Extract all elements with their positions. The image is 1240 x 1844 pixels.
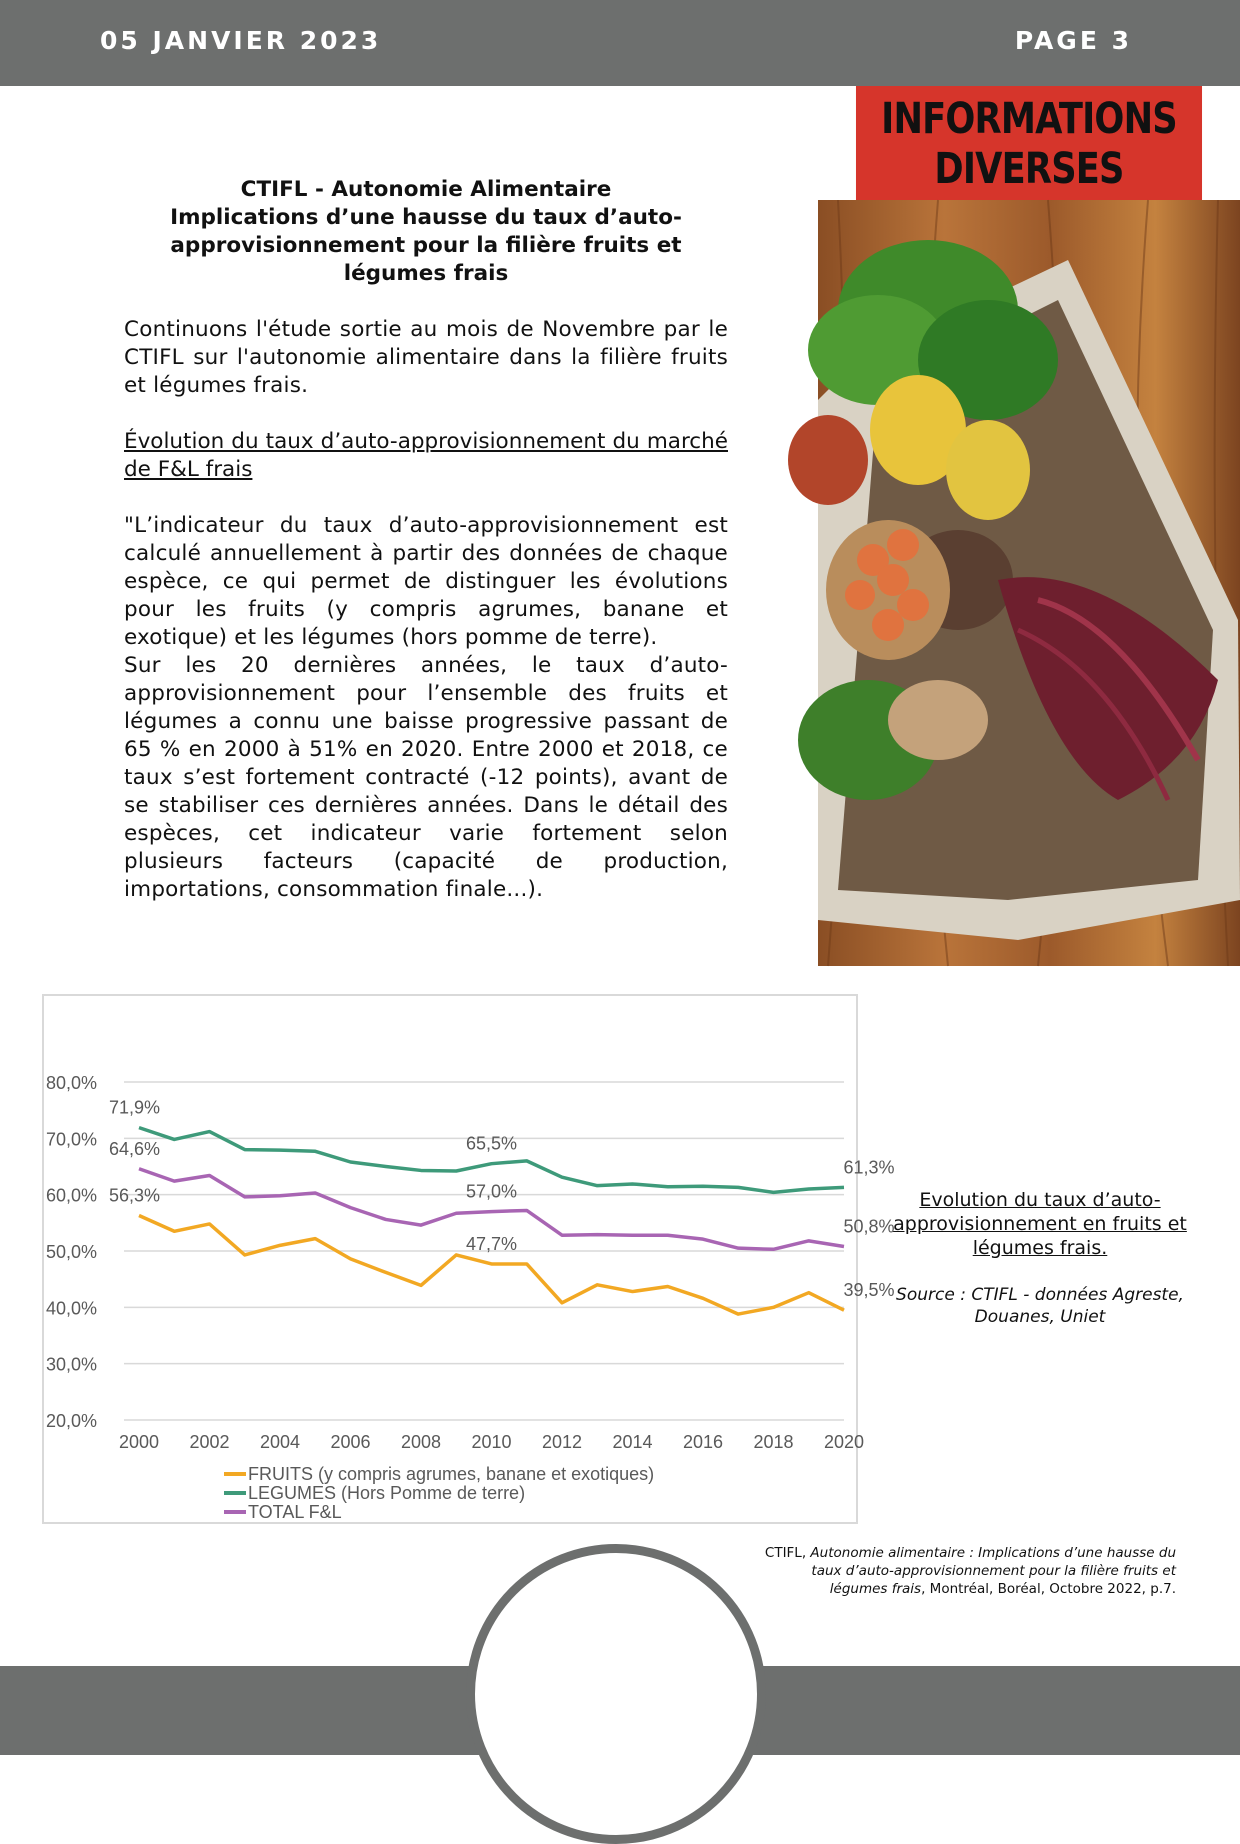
y-tick-label: 50,0% xyxy=(46,1242,98,1262)
y-tick-label: 60,0% xyxy=(46,1185,98,1206)
title-line: légumes frais xyxy=(343,261,509,286)
y-tick-label: 30,0% xyxy=(46,1354,98,1375)
banner-line-2: DIVERSES xyxy=(934,144,1124,194)
chart-source: Source : CTIFL - données Agreste, Douanes, Uniet xyxy=(896,1285,1184,1327)
section-subheading: Évolution du taux d’auto-approvisionnement du marché de F&L frais xyxy=(124,429,728,482)
y-tick-label: 70,0% xyxy=(46,1129,98,1150)
banner-line-1: INFORMATIONS xyxy=(881,94,1177,144)
legend-label: TOTAL F&L xyxy=(248,1502,342,1522)
x-tick-label: 2014 xyxy=(612,1432,653,1452)
intro-paragraph: Continuons l'étude sortie au mois de Novembre par le CTIFL sur l'autonomie alimentaire dans la filière fruits et légumes frais. xyxy=(124,317,728,398)
x-tick-label: 2018 xyxy=(753,1432,794,1452)
x-tick-label: 2010 xyxy=(471,1432,512,1452)
section-banner xyxy=(856,86,1202,200)
x-tick-label: 2000 xyxy=(118,1432,160,1452)
title-line: CTIFL - Autonomie Alimentaire xyxy=(240,177,612,202)
chart-caption: Evolution du taux d’auto-approvisionnement en fruits et légumes frais. xyxy=(893,1189,1187,1259)
x-tick-label: 2012 xyxy=(541,1432,583,1452)
x-tick-label: 2004 xyxy=(259,1432,301,1452)
vegetable-crate-photo xyxy=(818,200,1240,966)
x-tick-label: 2016 xyxy=(682,1432,724,1452)
series-line xyxy=(139,1216,844,1315)
header-date: 05 JANVIER 2023 xyxy=(100,26,382,55)
y-tick-label: 40,0% xyxy=(46,1298,98,1319)
data-label: 61,3% xyxy=(843,1157,895,1178)
article-title xyxy=(144,176,708,288)
y-tick-label: 80,0% xyxy=(46,1073,98,1093)
body-paragraph-1: "L’indicateur du taux d’auto-approvisionnement est calculé annuellement à partir des données de chaque espèce, ce qui permet de distinguer les évolutions pour les fruits (y compris agrumes, banane et exotique) et les légumes (hors pomme de terre). xyxy=(124,513,728,650)
citation xyxy=(760,1544,1176,1598)
data-label: 47,7% xyxy=(465,1233,518,1254)
page-header xyxy=(0,0,1240,86)
x-tick-label: 2020 xyxy=(823,1432,865,1452)
citation-title: Autonomie alimentaire : Implications d’une hausse du taux d’auto-approvisionnement pour la filière fruits et légumes frais xyxy=(810,1545,1176,1597)
data-label: 71,9% xyxy=(109,1097,161,1118)
line-chart xyxy=(42,994,895,1524)
footer-circle-decoration xyxy=(466,1544,766,1844)
body-paragraph-2: Sur les 20 dernières années, le taux d’auto-approvisionnement pour l’ensemble des fruits et légumes a connu une baisse progressive passant de 65 % en 2000 à 51% en 2020. Entre 2000 et 2018, ce taux s’est fortement contracté (-12 points), avant de se stabiliser ces dernières années. Dans le détail des espèces, cet indicateur varie fortement selon plusieurs facteurs (capacité de production, importations, consommation finale...). xyxy=(124,653,728,902)
data-label: 56,3% xyxy=(109,1185,161,1206)
x-tick-label: 2002 xyxy=(189,1432,230,1452)
header-page-number: PAGE 3 xyxy=(1014,26,1132,55)
legend-label: LEGUMES (Hors Pomme de terre) xyxy=(248,1483,526,1503)
data-label: 50,8% xyxy=(843,1216,895,1237)
title-line: approvisionnement pour la filière fruits et xyxy=(170,233,682,258)
y-tick-label: 20,0% xyxy=(46,1411,98,1431)
data-label: 39,5% xyxy=(843,1280,895,1301)
data-label: 65,5% xyxy=(465,1133,518,1154)
x-tick-label: 2008 xyxy=(400,1432,442,1452)
citation-prefix: CTIFL, xyxy=(764,1545,811,1561)
x-tick-label: 2006 xyxy=(330,1432,371,1452)
article xyxy=(124,176,728,904)
title-line: Implications d’une hausse du taux d’auto- xyxy=(170,205,682,230)
legend-label: FRUITS (y compris agrumes, banane et exotiques) xyxy=(248,1464,655,1484)
data-label: 64,6% xyxy=(109,1138,161,1159)
data-label: 57,0% xyxy=(465,1181,518,1202)
citation-suffix: , Montréal, Boréal, Octobre 2022, p.7. xyxy=(921,1581,1176,1597)
